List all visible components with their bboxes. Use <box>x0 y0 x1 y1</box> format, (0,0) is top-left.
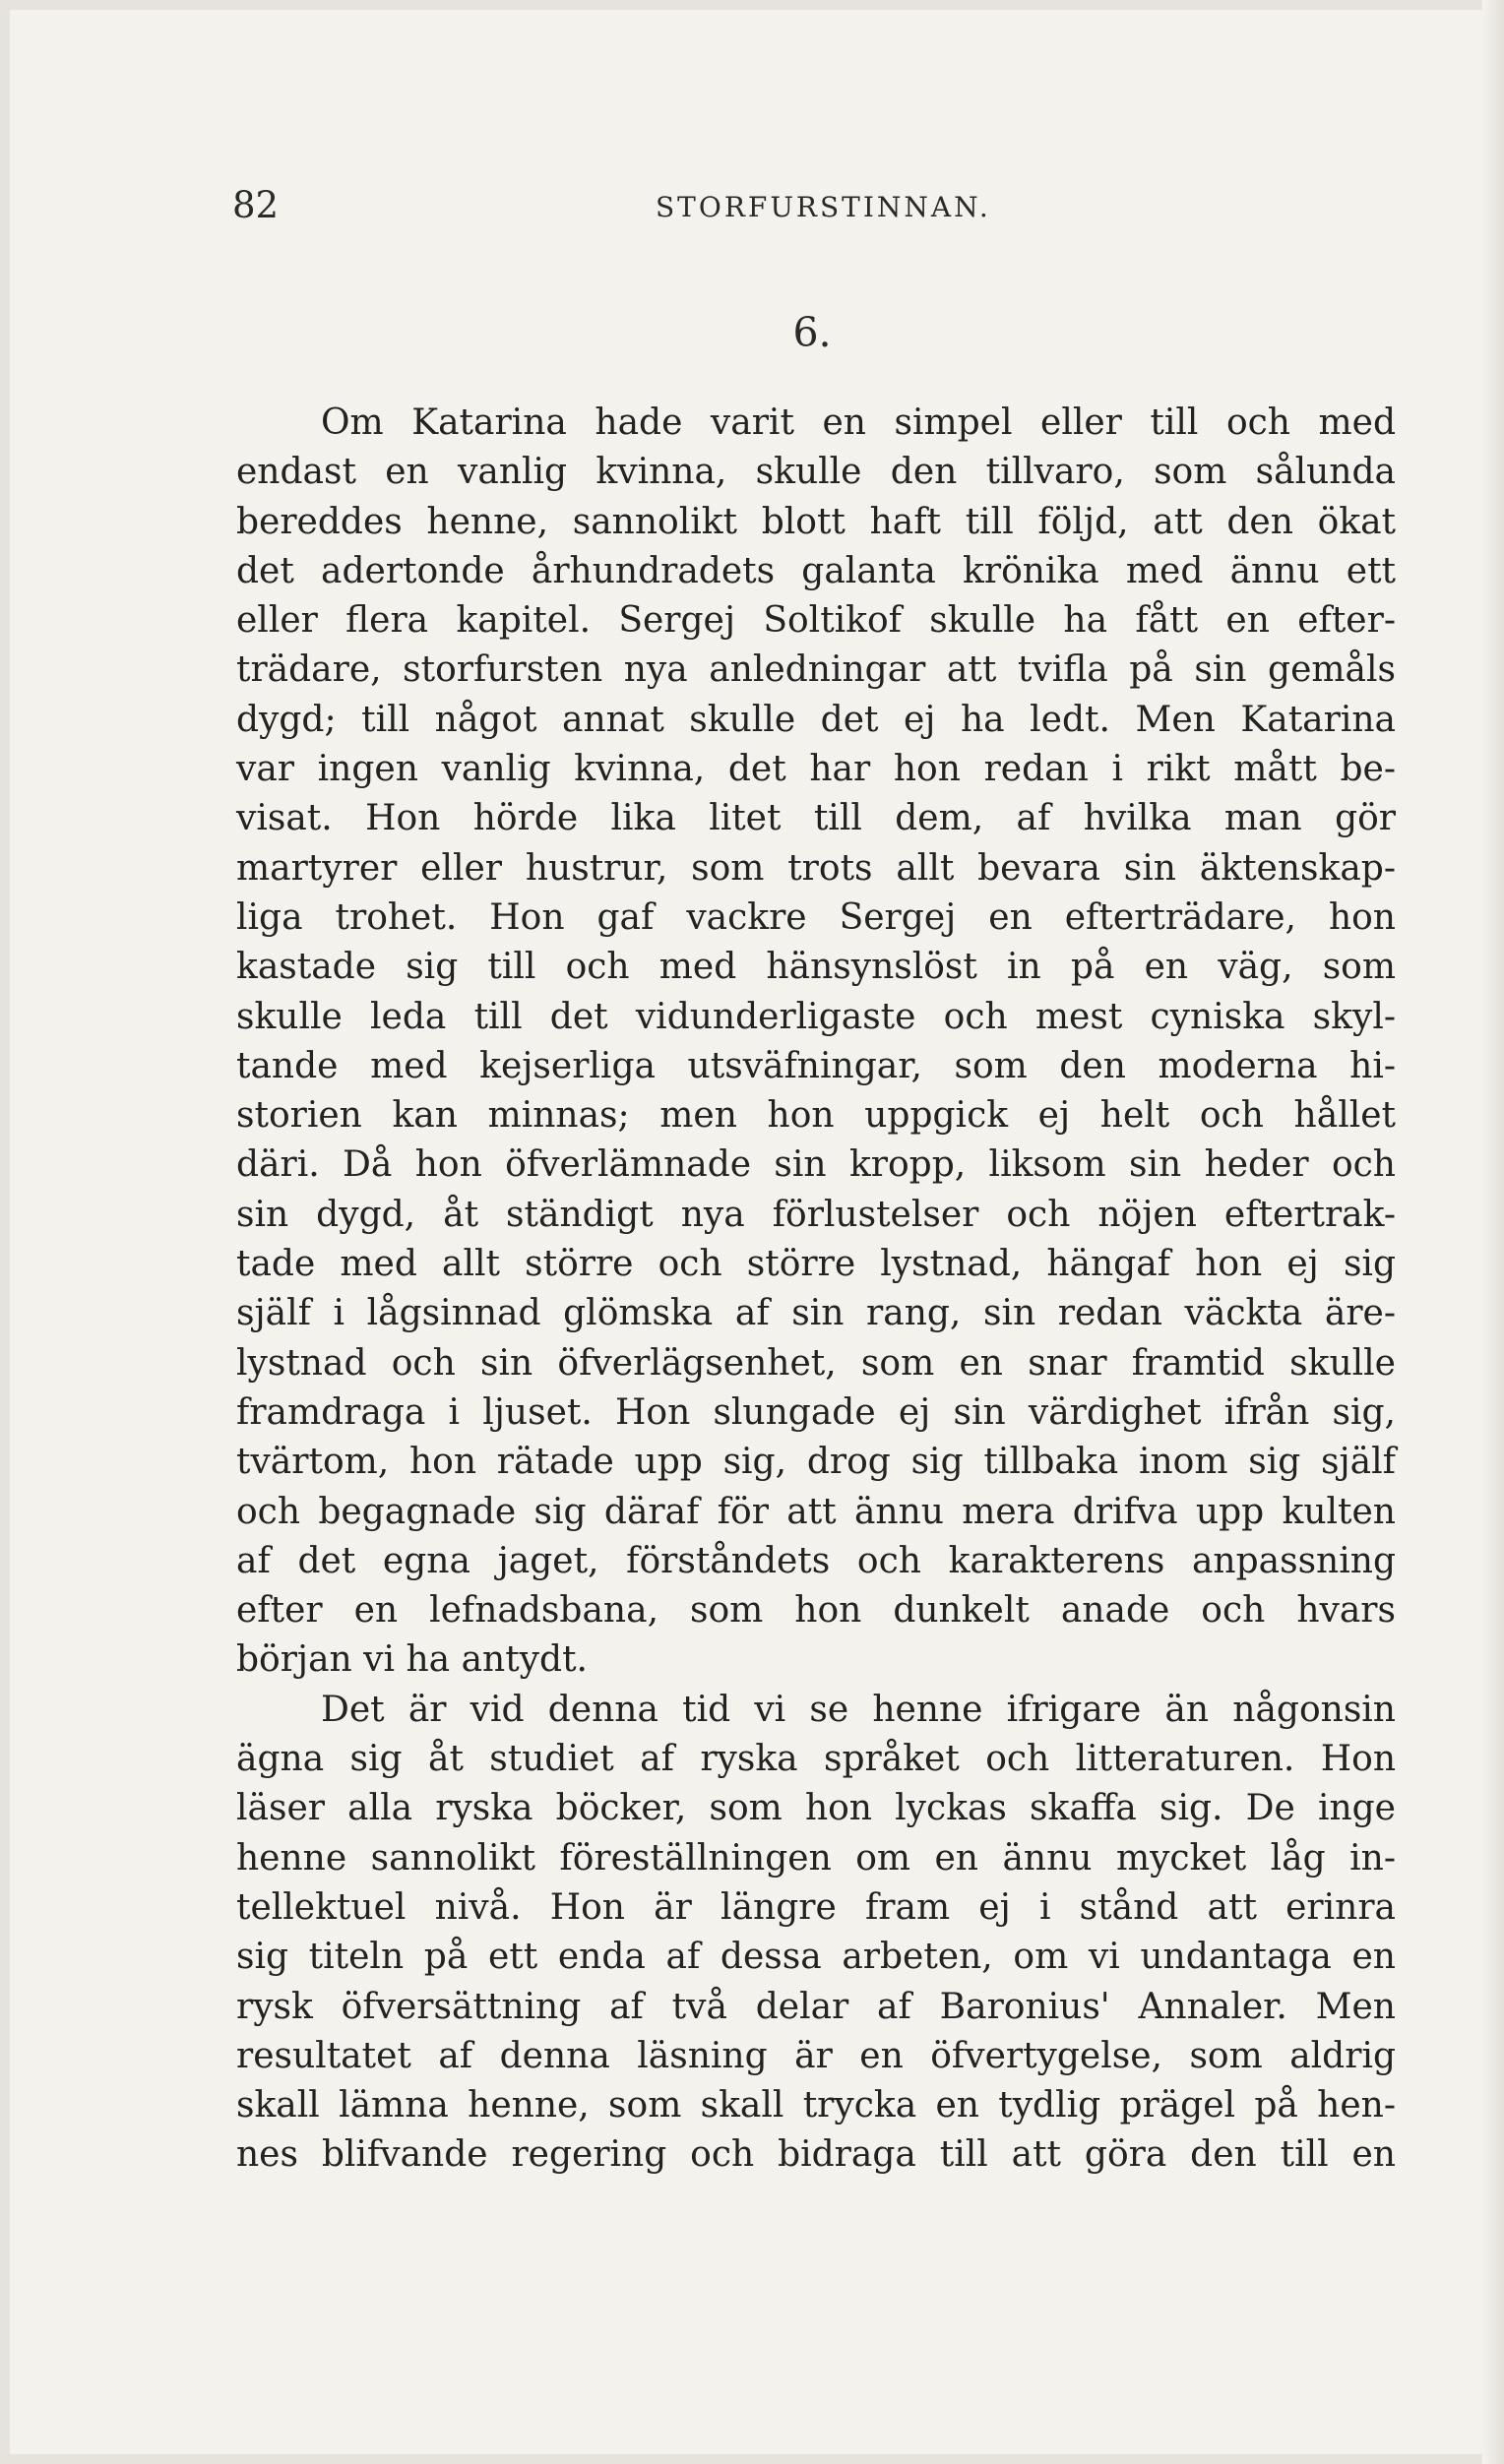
text-line: sin dygd, åt ständigt nya förlustelser och nöjen eftertrak- <box>236 1194 1396 1235</box>
text-line: ägna sig åt studiet af ryska språket och litteraturen. Hon <box>236 1739 1396 1780</box>
text-line: storien kan minnas; men hon uppgick ej helt och hållet <box>236 1095 1396 1137</box>
text-line: tvärtom, hon rätade upp sig, drog sig tillbaka inom sig själf <box>236 1442 1396 1483</box>
text-line: Det är vid denna tid vi se henne ifrigare än någonsin <box>321 1689 1396 1730</box>
text-line: tande med kejserliga utsväfningar, som den moderna hi- <box>236 1045 1396 1086</box>
text-line: trädare, storfursten nya anledningar att tvifla på sin gemåls <box>236 649 1396 691</box>
text-line: tade med allt större och större lystnad, hängaf hon ej sig <box>236 1244 1396 1285</box>
text-line: däri. Då hon öfverlämnade sin kropp, liksom sin heder och <box>236 1144 1396 1186</box>
text-line: liga trohet. Hon gaf vackre Sergej en efterträdare, hon <box>236 896 1396 938</box>
running-title: STORFURSTINNAN. <box>656 191 991 223</box>
text-line: kastade sig till och med hänsynslöst in på en väg, som <box>236 947 1396 988</box>
text-line: tellektuel nivå. Hon är längre fram ej i stånd att erinra <box>236 1886 1396 1928</box>
chapter-number: 6. <box>792 309 832 356</box>
text-line: skall lämna henne, som skall trycka en tydlig prägel på hen- <box>236 2085 1396 2126</box>
text-line: skulle leda till det vidunderligaste och mest cyniska skyl- <box>236 996 1396 1037</box>
text-line: visat. Hon hörde lika litet till dem, af hvilka man gör <box>236 798 1396 839</box>
text-line: sig titeln på ett enda af dessa arbeten, om vi undantaga en <box>236 1937 1396 1978</box>
text-line: och begagnade sig däraf för att ännu mera drifva upp kulten <box>236 1491 1396 1532</box>
text-line: framdraga i ljuset. Hon slungade ej sin värdighet ifrån sig, <box>236 1391 1396 1433</box>
text-line: resultatet af denna läsning är en öfvertygelse, som aldrig <box>236 2035 1396 2076</box>
running-head <box>232 181 1404 230</box>
text-line: eller flera kapitel. Sergej Soltikof skulle ha fått en efter- <box>236 600 1396 642</box>
body-text <box>236 399 1396 2181</box>
text-line: Om Katarina hade varit en simpel eller till och med <box>321 402 1396 443</box>
text-line: bereddes henne, sannolikt blott haft till följd, att den ökat <box>236 501 1396 542</box>
text-line: det adertonde århundradets galanta krönika med ännu ett <box>236 550 1396 591</box>
text-line: lystnad och sin öfverlägsenhet, som en snar framtid skulle <box>236 1342 1396 1384</box>
text-line: af det egna jaget, förståndets och karakterens anpassning <box>236 1540 1396 1581</box>
text-line: endast en vanlig kvinna, skulle den tillvaro, som sålunda <box>236 452 1396 493</box>
page-number: 82 <box>232 184 280 226</box>
text-line: läser alla ryska böcker, som hon lyckas skaffa sig. De inge <box>236 1788 1396 1829</box>
text-line: rysk öfversättning af två delar af Baronius' Annaler. Men <box>236 1986 1396 2027</box>
text-line: själf i lågsinnad glömska af sin rang, sin redan väckta äre- <box>236 1293 1396 1334</box>
text-line: henne sannolikt föreställningen om en ännu mycket låg in- <box>236 1837 1396 1879</box>
text-line: början vi ha antydt. <box>236 1639 588 1681</box>
text-line: efter en lefnadsbana, som hon dunkelt anade och hvars <box>236 1590 1396 1632</box>
text-line: dygd; till något annat skulle det ej ha ledt. Men Katarina <box>236 699 1396 740</box>
text-line: var ingen vanlig kvinna, det har hon redan i rikt mått be- <box>236 749 1396 790</box>
text-line: nes blifvande regering och bidraga till att göra den till en <box>236 2134 1396 2176</box>
text-line: martyrer eller hustrur, som trots allt bevara sin äktenskap- <box>236 847 1396 889</box>
